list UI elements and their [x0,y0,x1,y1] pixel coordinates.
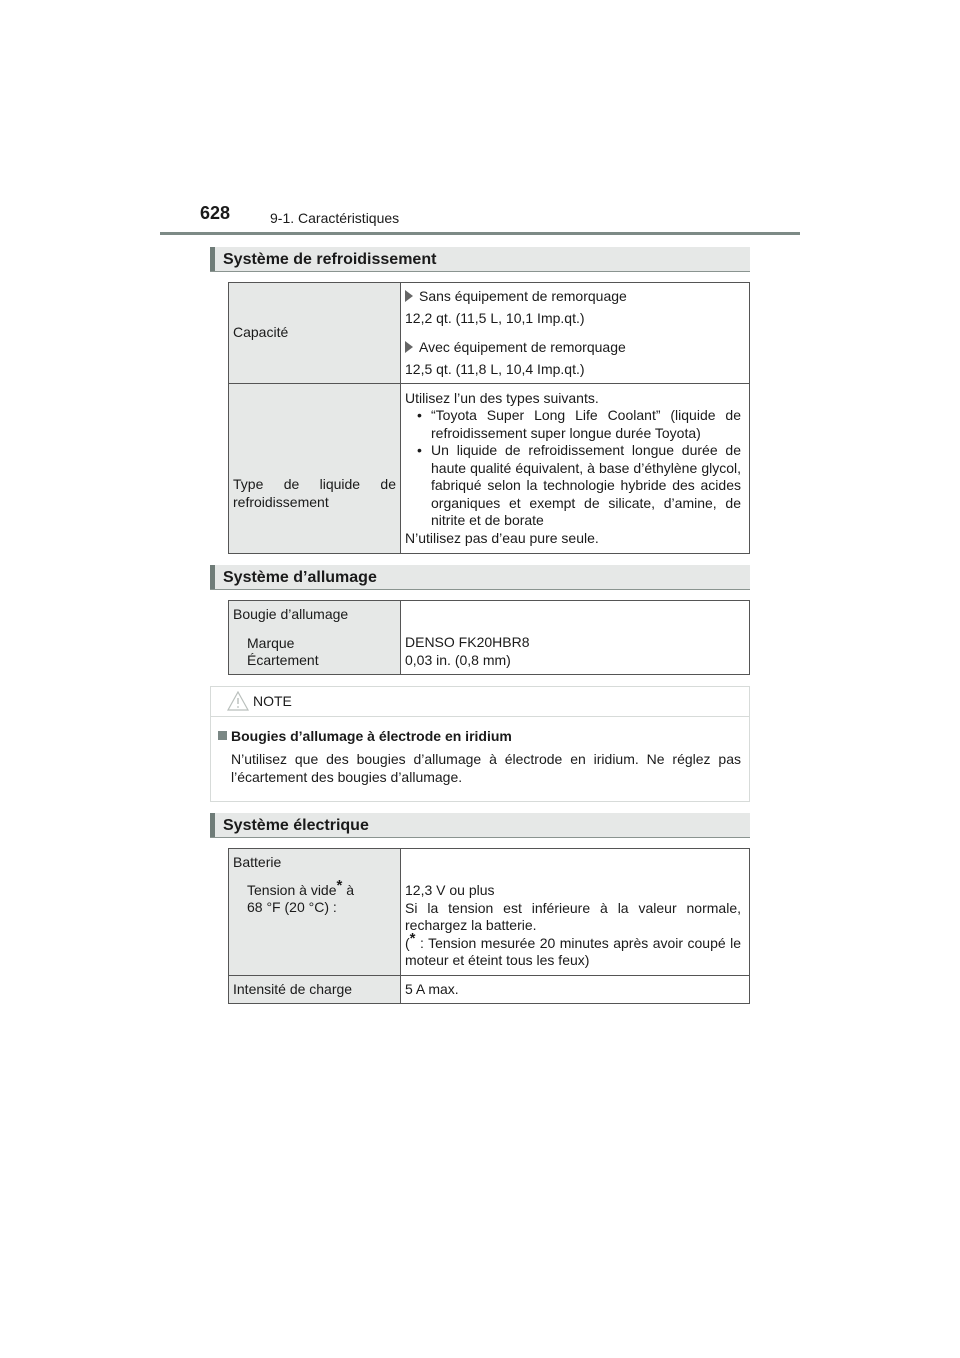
capacity-row [229,283,750,384]
footnote-open: ( [405,934,410,951]
note-label: NOTE [253,693,292,709]
page-number: 628 [200,203,231,223]
coolant-value-cell [401,384,750,554]
battery-row [229,849,750,976]
bullet-dot: • [417,407,422,424]
capacity-label-cell [229,283,401,384]
voltage-temperature: 68 °F (20 °C) : [247,899,337,915]
battery-label: Batterie [233,854,282,870]
with-towing-label: Avec équipement de remorquage [419,338,626,355]
arrow-icon [405,341,413,353]
charge-value-cell [401,976,750,1004]
coolant-option-text: Un liquide de refroidissement longue durée de haute qualité équivalent, à base d’éthylène glycol, fabriqué selon la technologie hybride des acides organiques et exempt de silicate, d’amine, de nitrite et de borate [431,442,741,529]
ignition-section-heading [210,565,750,590]
coolant-warning: N’utilisez pas d’eau pure seule. [405,529,599,546]
voltage-footnote [405,929,741,970]
brand-label: Marque [247,634,295,651]
coolant-option [405,407,741,442]
voltage-value: 12,3 V ou plus [405,882,495,898]
ignition-section-title: Système d’allumage [223,569,377,586]
cooling-spec-table [228,282,750,554]
coolant-type-row [229,384,750,554]
coolant-option [405,442,741,530]
ignition-spec-table [228,600,750,675]
without-towing-label: Sans équipement de remorquage [419,287,627,304]
brand-value: DENSO FK20HBR8 [405,634,530,650]
charge-row [229,976,750,1004]
warning-triangle-icon [227,691,249,711]
spark-plug-label-cell [229,601,401,675]
spark-plug-value-cell [401,601,750,675]
battery-label-cell [229,849,401,976]
header-divider [160,232,800,235]
cooling-section-title: Système de refroidissement [223,251,437,268]
coolant-type-label: Type de liquide de refroidissement [233,476,396,510]
with-towing-heading [405,339,741,357]
footnote-star: * [336,876,343,894]
electrical-section-title: Système électrique [223,817,369,834]
electrical-spec-table [228,848,750,1004]
gap-label: Écartement [247,652,319,668]
coolant-label-cell [229,384,401,554]
section-reference: 9-1. Caractéristiques [270,210,400,226]
footnote-star: * [409,929,416,947]
without-towing-value: 12,2 qt. (11,5 L, 10,1 Imp.qt.) [405,310,585,326]
with-towing-value: 12,5 qt. (11,8 L, 10,4 Imp.qt.) [405,361,585,377]
charge-label-cell [229,976,401,1004]
voltage-label-suffix: à [342,881,355,898]
note-heading: Bougies d’allumage à électrode en iridium [231,728,512,744]
spark-plug-row [229,601,750,675]
note-box [210,686,750,802]
electrical-section-heading [210,813,750,838]
charge-value: 5 A max. [405,980,459,997]
voltage-label-text: Tension à vide [247,881,337,898]
coolant-option-text: “Toyota Super Long Life Coolant” (liquide de refroidissement super longue durée Toyota) [431,407,741,441]
footnote-text: : Tension mesurée 20 minutes après avoir coupé le moteur et éteint tous les feux) [405,934,741,968]
spark-plug-label: Bougie d’allumage [233,606,349,622]
bullet-dot: • [417,442,422,459]
cooling-section-heading [210,247,750,272]
voltage-note: Si la tension est inférieure à la valeur normale, rechargez la batterie. [405,899,741,933]
arrow-icon [405,290,413,302]
coolant-intro: Utilisez l’un des types suivants. [405,389,599,406]
capacity-label: Capacité [233,324,289,341]
gap-value: 0,03 in. (0,8 mm) [405,651,511,668]
battery-value-cell [401,849,750,976]
note-square-icon [218,731,227,740]
note-text: N’utilisez que des bougies d’allumage à électrode en iridium. Ne réglez pas l’écartement des bougies d’allumage. [231,751,741,785]
without-towing-heading [405,288,741,306]
capacity-value-cell [401,283,750,384]
charge-label: Intensité de charge [233,980,353,997]
voltage-label [233,876,396,900]
